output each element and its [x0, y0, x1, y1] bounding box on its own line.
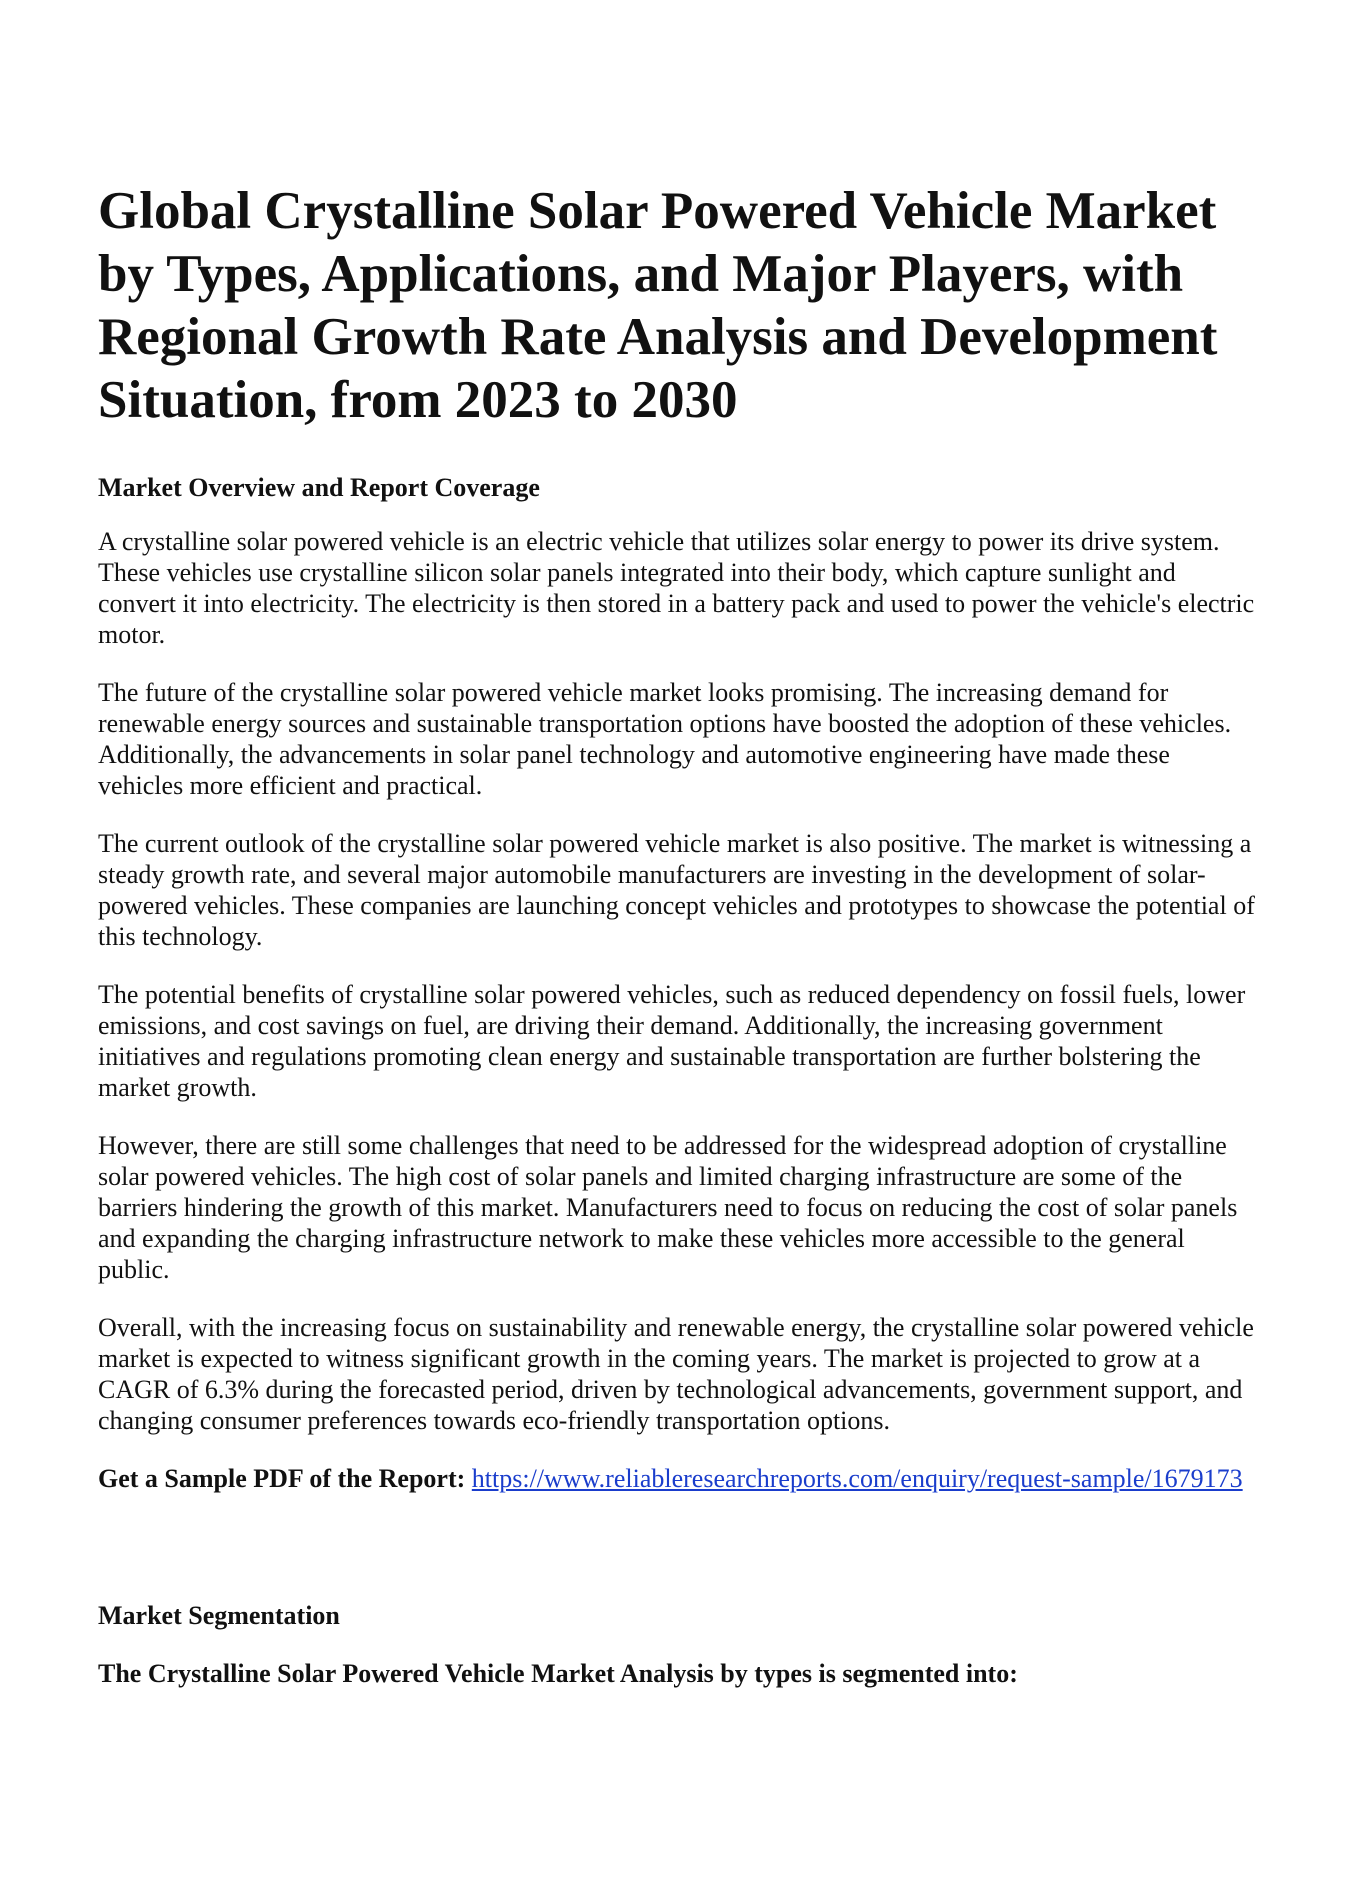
- segmentation-heading: Market Segmentation: [98, 1601, 340, 1630]
- types-heading: The Crystalline Solar Powered Vehicle Market Analysis by types is segmented into:: [98, 1659, 1018, 1688]
- overview-heading: Market Overview and Report Coverage: [98, 473, 540, 502]
- sample-pdf-link[interactable]: https://www.reliableresearchreports.com/enquiry/request-sample/1679173: [471, 1464, 1243, 1493]
- paragraph-future: The future of the crystalline solar powered vehicle market looks promising. The increasing demand for renewable energy sources and sustainable transportation options have boosted the adoption of these vehicles. Additionally, the advancements in solar panel technology and automotive engineering have made these vehicles more efficient and practical.: [98, 678, 1232, 800]
- paragraph-challenges: However, there are still some challenges that need to be addressed for the widespread adoption of crystalline solar powered vehicles. The high cost of solar panels and limited charging infrastructure are some of the barriers hindering the growth of this market. Manufacturers need to focus on reducing the cost of solar panels and expanding the charging infrastructure network to make these vehicles more accessible to the general public.: [98, 1131, 1238, 1284]
- sample-pdf-line: [98, 1463, 1258, 1494]
- paragraph-definition: A crystalline solar powered vehicle is an electric vehicle that utilizes solar energy to power its drive system. These vehicles use crystalline silicon solar panels integrated into their body, which capture sunlight and convert it into electricity. The electricity is then stored in a battery pack and used to power the vehicle's electric motor.: [98, 527, 1255, 649]
- sample-pdf-label: Get a Sample PDF of the Report:: [98, 1464, 466, 1493]
- document-page: [98, 180, 1258, 1716]
- paragraph-benefits: The potential benefits of crystalline solar powered vehicles, such as reduced dependency on fossil fuels, lower emissions, and cost savings on fuel, are driving their demand. Additionally, the increasing government initiatives and regulations promoting clean energy and sustainable transportation are further bolstering the market growth.: [98, 980, 1246, 1102]
- paragraph-outlook: The current outlook of the crystalline solar powered vehicle market is also positive. The market is witnessing a steady growth rate, and several major automobile manufacturers are investing in the development of solar-powered vehicles. These companies are launching concept vehicles and prototypes to showcase the potential of this technology.: [98, 829, 1255, 951]
- paragraph-overall: Overall, with the increasing focus on sustainability and renewable energy, the crystalline solar powered vehicle market is expected to witness significant growth in the coming years. The market is projected to grow at a CAGR of 6.3% during the forecasted period, driven by technological advancements, government support, and changing consumer preferences towards eco-friendly transportation options.: [98, 1313, 1254, 1435]
- document-title: Global Crystalline Solar Powered Vehicle Market by Types, Applications, and Major Players, with Regional Growth Rate Analysis and Development Situation, from 2023 to 2030: [98, 182, 1218, 429]
